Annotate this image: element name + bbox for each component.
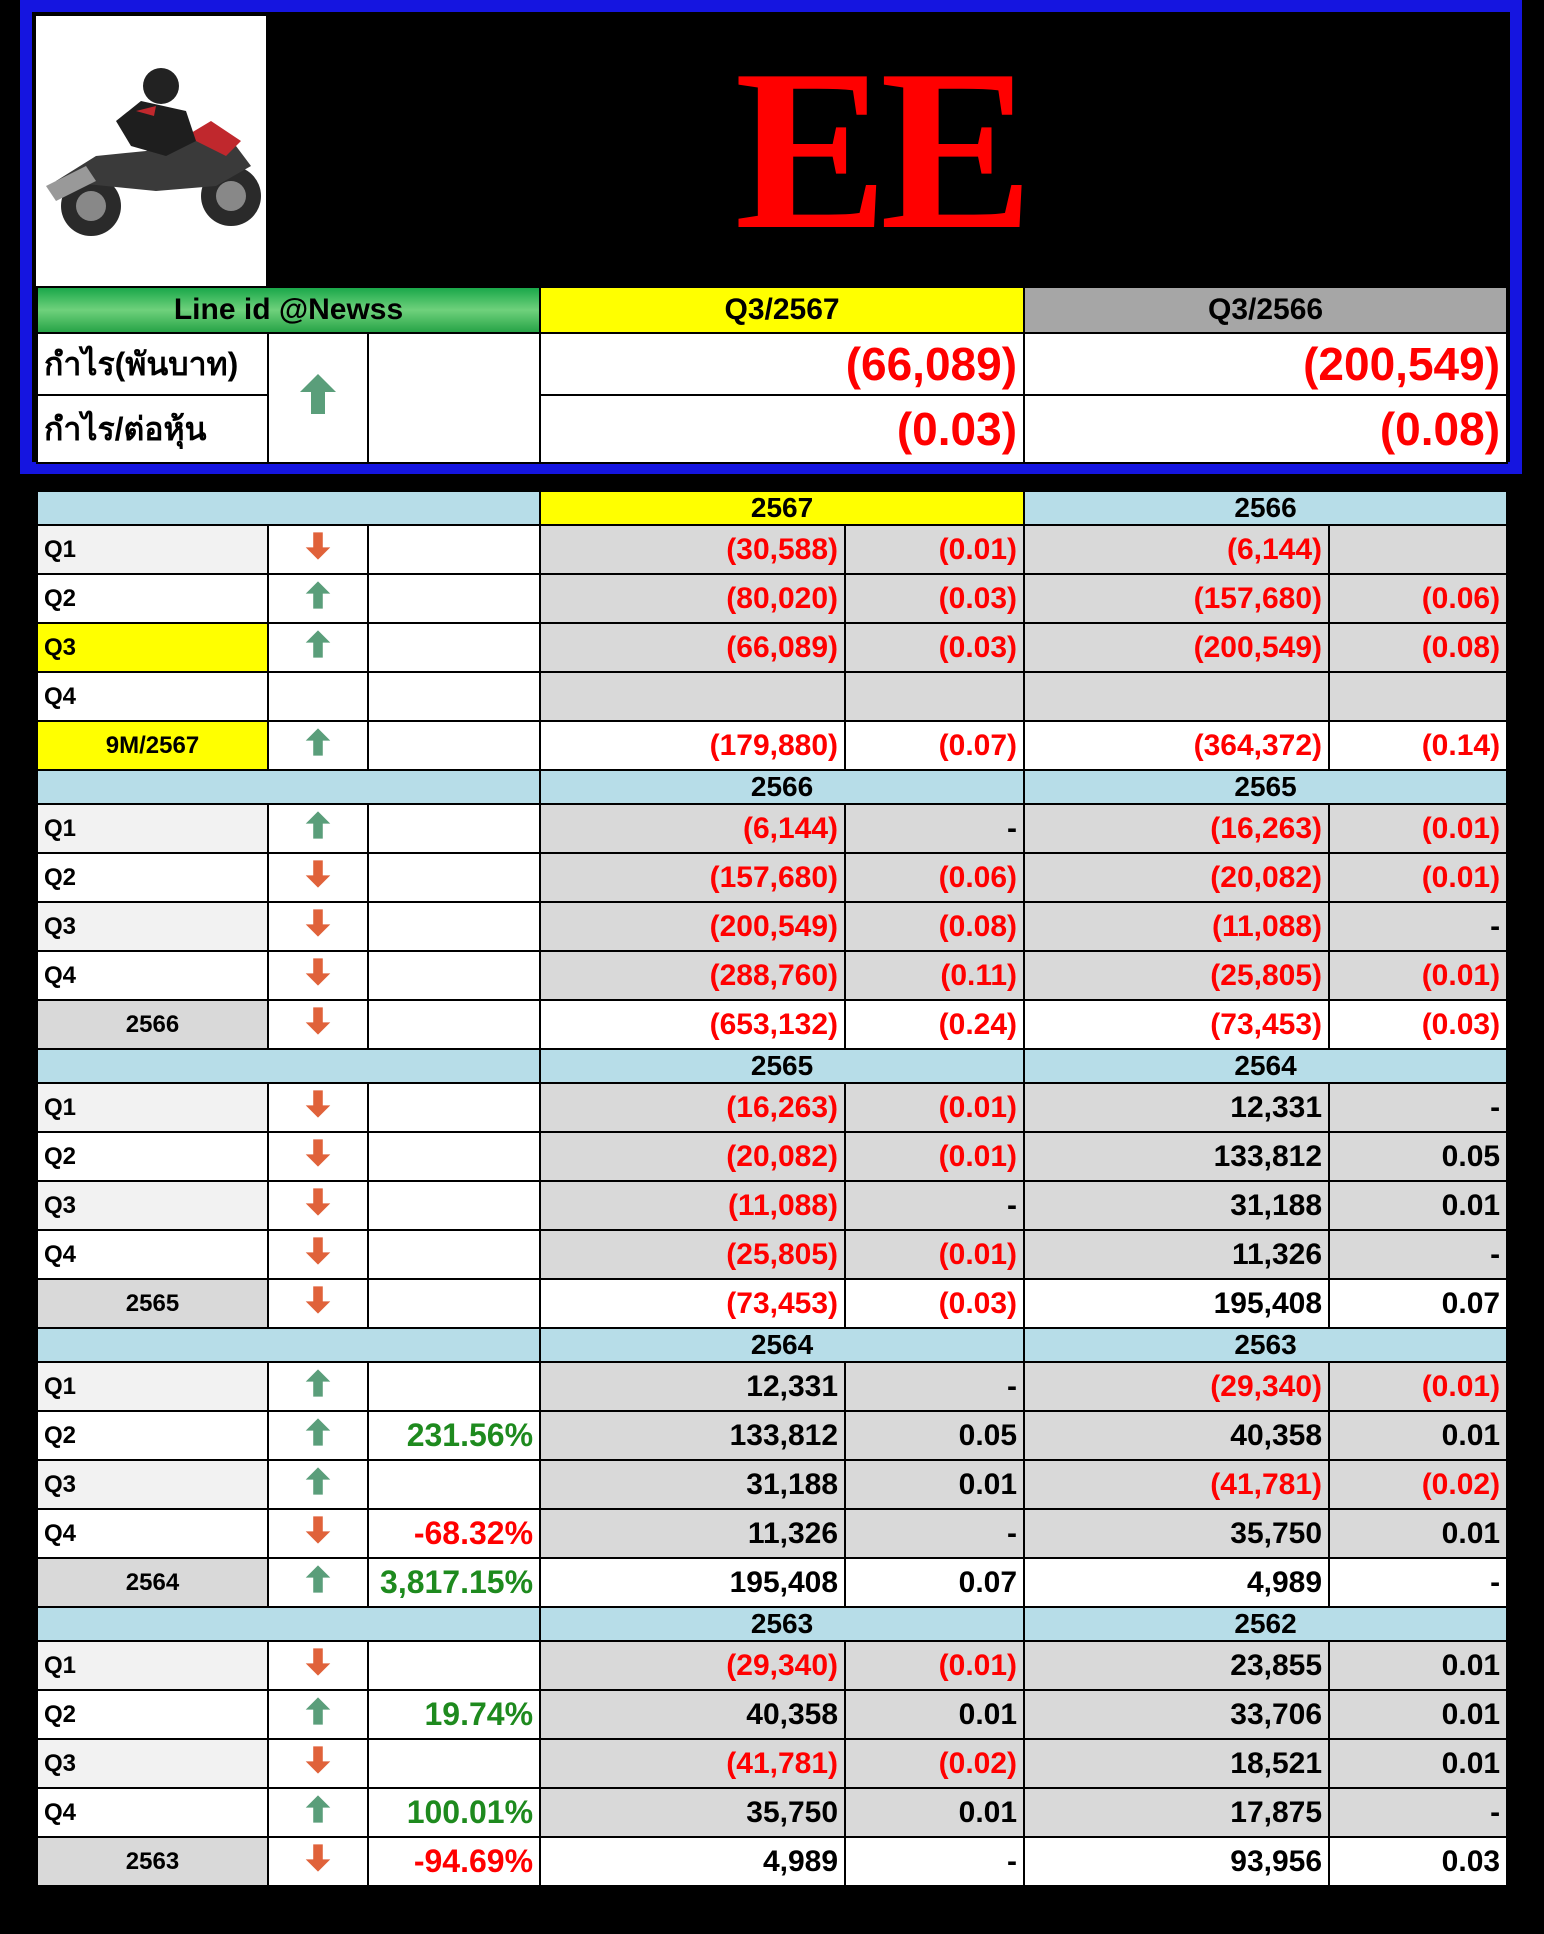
eps-left: 0.01: [845, 1690, 1024, 1739]
row-label: Q1: [37, 804, 268, 853]
table-row: [37, 1641, 1507, 1690]
row-label: Q3: [37, 902, 268, 951]
arrow-down-icon: [268, 853, 368, 902]
profit-left: (11,088): [540, 1181, 845, 1230]
profit-right: (11,088): [1024, 902, 1329, 951]
profit-left: (29,340): [540, 1641, 845, 1690]
arrow-down-icon: [268, 1132, 368, 1181]
profit-right: 17,875: [1024, 1788, 1329, 1837]
eps-right: (0.06): [1329, 574, 1507, 623]
growth-percent: [368, 1230, 540, 1279]
profit-left: 195,408: [540, 1558, 845, 1607]
earnings-table: [36, 490, 1508, 1887]
eps-right: (0.14): [1329, 721, 1507, 770]
eps-left: -: [845, 804, 1024, 853]
profit-right: [1024, 672, 1329, 721]
arrow-empty: [268, 672, 368, 721]
growth-percent: 19.74%: [368, 1690, 540, 1739]
profit-right: (25,805): [1024, 951, 1329, 1000]
profit-right: 23,855: [1024, 1641, 1329, 1690]
arrow-up-icon: [268, 804, 368, 853]
arrow-down-icon: [268, 1083, 368, 1132]
table-row: [37, 1083, 1507, 1132]
growth-percent: [368, 1000, 540, 1049]
profit-right: (20,082): [1024, 853, 1329, 902]
arrow-up-icon: [268, 1460, 368, 1509]
eps-right: 0.01: [1329, 1509, 1507, 1558]
eps-right: -: [1329, 1558, 1507, 1607]
table-row: [37, 525, 1507, 574]
row-label: Q3: [37, 1739, 268, 1788]
profit-left: (66,089): [540, 623, 845, 672]
profit-left: (80,020): [540, 574, 845, 623]
eps-left: (0.01): [845, 1132, 1024, 1181]
eps-label: กำไร/ต่อหุ้น: [37, 395, 268, 463]
section-year-right: 2564: [1024, 1049, 1507, 1083]
summary-table: [36, 286, 1508, 464]
row-label: Q3: [37, 1460, 268, 1509]
eps-current: (0.03): [540, 395, 1024, 463]
table-row: [37, 902, 1507, 951]
table-row: [37, 853, 1507, 902]
previous-quarter-header: Q3/2566: [1024, 287, 1507, 333]
growth-percent: [368, 1083, 540, 1132]
section-year-right: 2565: [1024, 770, 1507, 804]
profit-right: 33,706: [1024, 1690, 1329, 1739]
section-header-blank: [37, 1607, 540, 1641]
eps-right: 0.03: [1329, 1837, 1507, 1886]
growth-percent: [368, 853, 540, 902]
profit-left: 35,750: [540, 1788, 845, 1837]
table-row: [37, 1279, 1507, 1328]
arrow-up-icon: [268, 1788, 368, 1837]
profit-left: (30,588): [540, 525, 845, 574]
eps-left: (0.08): [845, 902, 1024, 951]
profit-right: (6,144): [1024, 525, 1329, 574]
arrow-down-icon: [268, 1279, 368, 1328]
arrow-down-icon: [268, 1509, 368, 1558]
eps-left: (0.01): [845, 1230, 1024, 1279]
profit-left: 4,989: [540, 1837, 845, 1886]
table-row: [37, 1837, 1507, 1886]
row-label: Q4: [37, 1509, 268, 1558]
eps-right: 0.05: [1329, 1132, 1507, 1181]
section-header-row: [37, 491, 1507, 525]
eps-left: (0.01): [845, 1641, 1024, 1690]
growth-percent: 231.56%: [368, 1411, 540, 1460]
arrow-up-icon: [268, 1690, 368, 1739]
row-label: 9M/2567: [37, 721, 268, 770]
profit-right: 35,750: [1024, 1509, 1329, 1558]
eps-left: (0.07): [845, 721, 1024, 770]
eps-left: (0.03): [845, 1279, 1024, 1328]
profit-left: (179,880): [540, 721, 845, 770]
profit-right: 12,331: [1024, 1083, 1329, 1132]
table-row: [37, 574, 1507, 623]
profit-right: 31,188: [1024, 1181, 1329, 1230]
eps-right: -: [1329, 902, 1507, 951]
profit-right: 195,408: [1024, 1279, 1329, 1328]
eps-right: (0.08): [1329, 623, 1507, 672]
profit-right: 133,812: [1024, 1132, 1329, 1181]
eps-left: -: [845, 1181, 1024, 1230]
profit-left: [540, 672, 845, 721]
profit-left: 40,358: [540, 1690, 845, 1739]
row-label: Q2: [37, 1690, 268, 1739]
eps-left: -: [845, 1362, 1024, 1411]
growth-percent: [368, 1181, 540, 1230]
profit-previous: (200,549): [1024, 333, 1507, 395]
growth-percent: [368, 951, 540, 1000]
profit-right: 18,521: [1024, 1739, 1329, 1788]
profit-right: (73,453): [1024, 1000, 1329, 1049]
eps-left: -: [845, 1509, 1024, 1558]
profit-right: (200,549): [1024, 623, 1329, 672]
section-year-right: 2562: [1024, 1607, 1507, 1641]
eps-right: 0.01: [1329, 1641, 1507, 1690]
arrow-up-icon: [268, 333, 368, 463]
table-row: [37, 1230, 1507, 1279]
profit-right: (157,680): [1024, 574, 1329, 623]
row-label: Q1: [37, 1362, 268, 1411]
profit-left: (20,082): [540, 1132, 845, 1181]
growth-percent: [368, 525, 540, 574]
eps-left: (0.11): [845, 951, 1024, 1000]
eps-left: (0.01): [845, 525, 1024, 574]
eps-previous: (0.08): [1024, 395, 1507, 463]
growth-percent: [368, 902, 540, 951]
eps-left: 0.07: [845, 1558, 1024, 1607]
row-label: 2564: [37, 1558, 268, 1607]
eps-right: 0.01: [1329, 1690, 1507, 1739]
section-header-row: [37, 1607, 1507, 1641]
section-year-left: 2565: [540, 1049, 1024, 1083]
section-header-row: [37, 1328, 1507, 1362]
eps-right: (0.01): [1329, 1362, 1507, 1411]
eps-left: 0.01: [845, 1788, 1024, 1837]
section-year-right: 2566: [1024, 491, 1507, 525]
profit-left: 12,331: [540, 1362, 845, 1411]
eps-right: (0.02): [1329, 1460, 1507, 1509]
arrow-down-icon: [268, 1230, 368, 1279]
profit-right: 40,358: [1024, 1411, 1329, 1460]
profit-left: (25,805): [540, 1230, 845, 1279]
table-row: [37, 672, 1507, 721]
eps-right: 0.01: [1329, 1411, 1507, 1460]
table-row: [37, 1788, 1507, 1837]
eps-right: (0.01): [1329, 853, 1507, 902]
growth-percent: -68.32%: [368, 1509, 540, 1558]
arrow-up-icon: [268, 623, 368, 672]
section-header-row: [37, 1049, 1507, 1083]
motorcycle-logo: [36, 16, 266, 286]
arrow-down-icon: [268, 951, 368, 1000]
growth-percent: [368, 623, 540, 672]
row-label: 2565: [37, 1279, 268, 1328]
section-year-left: 2564: [540, 1328, 1024, 1362]
profit-left: (288,760): [540, 951, 845, 1000]
row-label: Q4: [37, 1230, 268, 1279]
summary-pct-cell: [368, 333, 540, 463]
eps-left: [845, 672, 1024, 721]
eps-left: (0.03): [845, 574, 1024, 623]
growth-percent: [368, 574, 540, 623]
row-label: Q1: [37, 525, 268, 574]
profit-left: 11,326: [540, 1509, 845, 1558]
row-label: Q4: [37, 672, 268, 721]
profit-left: (157,680): [540, 853, 845, 902]
table-row: [37, 1460, 1507, 1509]
table-row: [37, 1411, 1507, 1460]
profit-left: (653,132): [540, 1000, 845, 1049]
eps-right: -: [1329, 1230, 1507, 1279]
row-label: Q2: [37, 1132, 268, 1181]
arrow-up-icon: [268, 721, 368, 770]
profit-left: (73,453): [540, 1279, 845, 1328]
eps-left: (0.02): [845, 1739, 1024, 1788]
section-year-left: 2566: [540, 770, 1024, 804]
table-row: [37, 1690, 1507, 1739]
arrow-up-icon: [268, 574, 368, 623]
profit-right: (29,340): [1024, 1362, 1329, 1411]
profit-current: (66,089): [540, 333, 1024, 395]
section-header-blank: [37, 770, 540, 804]
profit-label: กำไร(พันบาท): [37, 333, 268, 395]
eps-right: -: [1329, 1083, 1507, 1132]
row-label: Q4: [37, 951, 268, 1000]
growth-percent: [368, 1362, 540, 1411]
table-row: [37, 1132, 1507, 1181]
arrow-down-icon: [268, 525, 368, 574]
current-quarter-header: Q3/2567: [540, 287, 1024, 333]
row-label: 2566: [37, 1000, 268, 1049]
table-row: [37, 1181, 1507, 1230]
table-row: [37, 1739, 1507, 1788]
eps-right: (0.01): [1329, 951, 1507, 1000]
eps-left: (0.24): [845, 1000, 1024, 1049]
table-row: [37, 1000, 1507, 1049]
profit-left: (200,549): [540, 902, 845, 951]
table-row: [37, 951, 1507, 1000]
growth-percent: 100.01%: [368, 1788, 540, 1837]
arrow-down-icon: [268, 1000, 368, 1049]
growth-percent: [368, 1132, 540, 1181]
profit-left: (41,781): [540, 1739, 845, 1788]
row-label: Q3: [37, 1181, 268, 1230]
profit-left: (6,144): [540, 804, 845, 853]
section-year-left: 2567: [540, 491, 1024, 525]
eps-right: -: [1329, 1788, 1507, 1837]
table-row: [37, 1558, 1507, 1607]
section-header-blank: [37, 1049, 540, 1083]
eps-right: 0.01: [1329, 1739, 1507, 1788]
table-row: [37, 721, 1507, 770]
eps-left: 0.05: [845, 1411, 1024, 1460]
section-header-row: [37, 770, 1507, 804]
table-row: [37, 1362, 1507, 1411]
growth-percent: [368, 1641, 540, 1690]
arrow-down-icon: [268, 902, 368, 951]
row-label: 2563: [37, 1837, 268, 1886]
row-label: Q4: [37, 1788, 268, 1837]
section-year-left: 2563: [540, 1607, 1024, 1641]
arrow-up-icon: [268, 1362, 368, 1411]
arrow-down-icon: [268, 1739, 368, 1788]
growth-percent: [368, 721, 540, 770]
eps-right: [1329, 525, 1507, 574]
profit-right: 93,956: [1024, 1837, 1329, 1886]
eps-right: 0.01: [1329, 1181, 1507, 1230]
row-label: Q2: [37, 574, 268, 623]
growth-percent: [368, 1279, 540, 1328]
growth-percent: 3,817.15%: [368, 1558, 540, 1607]
line-id-label: Line id @Newss: [37, 287, 540, 333]
growth-percent: [368, 1739, 540, 1788]
row-label: Q3: [37, 623, 268, 672]
growth-percent: [368, 804, 540, 853]
table-row: [37, 1509, 1507, 1558]
eps-right: [1329, 672, 1507, 721]
eps-left: 0.01: [845, 1460, 1024, 1509]
eps-left: -: [845, 1837, 1024, 1886]
profit-right: 4,989: [1024, 1558, 1329, 1607]
profit-left: 31,188: [540, 1460, 845, 1509]
profit-right: (364,372): [1024, 721, 1329, 770]
table-row: [37, 804, 1507, 853]
row-label: Q2: [37, 853, 268, 902]
eps-left: (0.06): [845, 853, 1024, 902]
growth-percent: -94.69%: [368, 1837, 540, 1886]
eps-right: 0.07: [1329, 1279, 1507, 1328]
arrow-down-icon: [268, 1181, 368, 1230]
arrow-up-icon: [268, 1558, 368, 1607]
profit-left: 133,812: [540, 1411, 845, 1460]
arrow-up-icon: [268, 1411, 368, 1460]
table-row: [37, 623, 1507, 672]
arrow-down-icon: [268, 1837, 368, 1886]
row-label: Q1: [37, 1083, 268, 1132]
eps-right: (0.03): [1329, 1000, 1507, 1049]
growth-percent: [368, 1460, 540, 1509]
stock-symbol: EE: [734, 22, 1026, 277]
profit-right: (41,781): [1024, 1460, 1329, 1509]
profit-right: (16,263): [1024, 804, 1329, 853]
section-header-blank: [37, 491, 540, 525]
row-label: Q2: [37, 1411, 268, 1460]
row-label: Q1: [37, 1641, 268, 1690]
eps-left: (0.01): [845, 1083, 1024, 1132]
profit-right: 11,326: [1024, 1230, 1329, 1279]
arrow-down-icon: [268, 1641, 368, 1690]
section-header-blank: [37, 1328, 540, 1362]
eps-right: (0.01): [1329, 804, 1507, 853]
eps-left: (0.03): [845, 623, 1024, 672]
profit-left: (16,263): [540, 1083, 845, 1132]
growth-percent: [368, 672, 540, 721]
section-year-right: 2563: [1024, 1328, 1507, 1362]
